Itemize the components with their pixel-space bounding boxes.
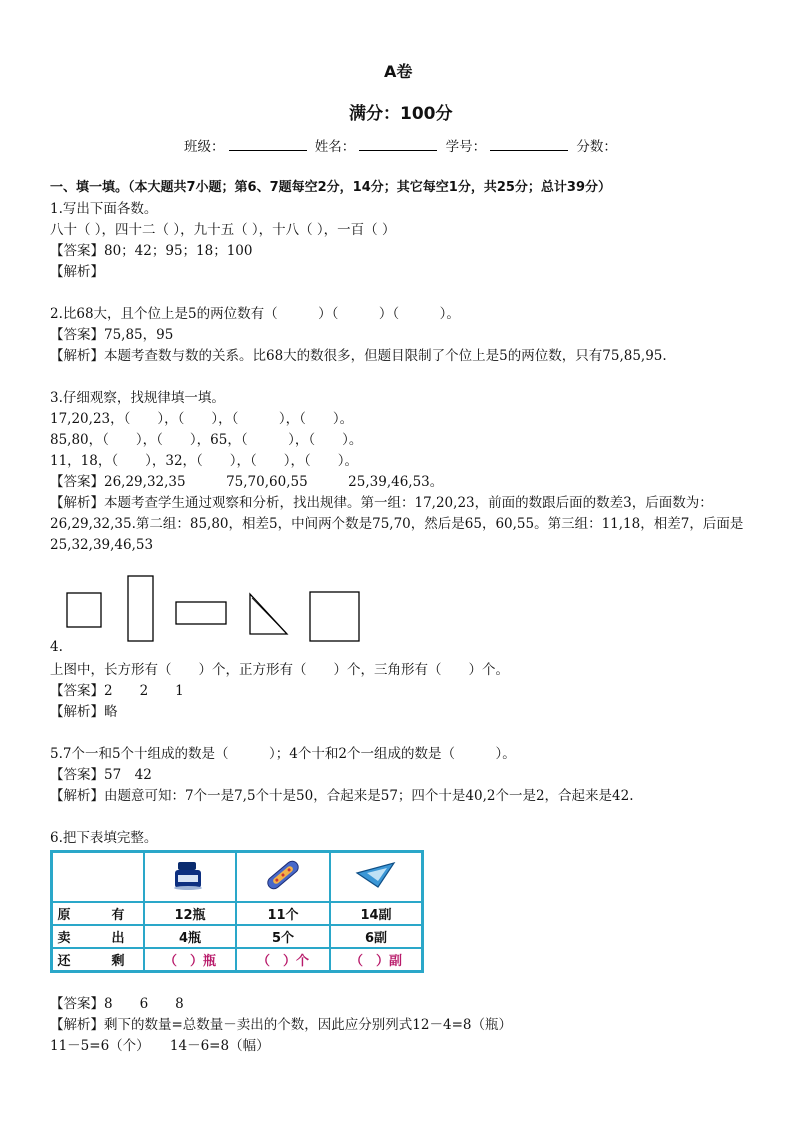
q6-answer: 【答案】8 6 8 — [50, 996, 184, 1012]
q1-line: 八十（ ），四十二（ ），九十五（ ），十八（ ），一百（ ） — [50, 222, 396, 238]
name-blank[interactable] — [359, 138, 437, 151]
table-corner-cell — [52, 852, 145, 903]
cell-original-ink: 12瓶 — [144, 902, 236, 925]
score-label: 分数： — [576, 139, 617, 155]
name-label: 姓名： — [314, 139, 356, 155]
q3-line-2: 85,80，（ ），（ ），65，（ ），（ ）。 — [50, 432, 363, 448]
q6-question: 6.把下表填完整。 — [50, 830, 158, 846]
q6-explanation-2: 11－5=6（个） 14－6=8（幅） — [50, 1038, 270, 1054]
q1-explanation: 【解析】 — [50, 264, 104, 280]
cell-sold-case: 5个 — [236, 925, 330, 948]
cell-remaining-square[interactable]: （ ）副 — [330, 948, 423, 972]
q5-explanation: 【解析】由题意可知：7个一是7,5个十是50，合起来是57；四个十是40,2个一是2，合起来是42. — [50, 788, 634, 804]
large-square-shape — [310, 592, 359, 641]
class-blank[interactable] — [229, 138, 307, 151]
q4-answer: 【答案】2 2 1 — [50, 683, 184, 699]
full-score: 满分：100分 — [349, 104, 453, 124]
section-heading: 一、填一填。（本大题共7小题；第6、7题每空2分，14分；其它每空1分，共25分；总计39分） — [50, 180, 612, 195]
q3-line-1: 17,20,23，（ ），（ ），（ ），（ ）。 — [50, 411, 354, 427]
cell-remaining-case[interactable]: （ ）个 — [236, 948, 330, 972]
q4-number: 4. — [50, 639, 63, 655]
class-label: 班级： — [184, 139, 225, 155]
cell-original-case: 11个 — [236, 902, 330, 925]
q6-explanation-1: 【解析】剩下的数量=总数量－卖出的个数，因此应分别列式12－4=8（瓶） — [50, 1017, 512, 1033]
q4-explanation: 【解析】略 — [50, 704, 118, 720]
q2-answer: 【答案】75,85，95 — [50, 327, 174, 343]
cell-original-square: 14副 — [330, 902, 423, 925]
goods-table — [50, 850, 424, 973]
id-label: 学号： — [445, 139, 487, 155]
id-blank[interactable] — [490, 138, 568, 151]
tall-rectangle-shape — [128, 576, 153, 641]
q3-explanation-3: 25,32,39,46,53 — [50, 537, 154, 553]
q2-question: 2.比68大，且个位上是5的两位数有（ ）（ ）（ ）。 — [50, 306, 460, 322]
q1-question: 1.写出下面各数。 — [50, 201, 158, 217]
q3-explanation-1: 【解析】本题考查学生通过观察和分析，找出规律。第一组：17,20,23，前面的数跟后面的数差3，后面数为： — [50, 495, 713, 511]
page-title: A卷 — [384, 62, 413, 81]
cell-sold-square: 6副 — [330, 925, 423, 948]
row-label-remaining: 还 剩 — [52, 948, 145, 972]
cell-remaining-ink[interactable]: （ ）瓶 — [144, 948, 236, 972]
row-label-original: 原 有 — [52, 902, 145, 925]
pencil-case-icon — [263, 859, 303, 891]
q3-question: 3.仔细观察，找规律填一填。 — [50, 390, 225, 406]
q1-answer: 【答案】80；42；95；18；100 — [50, 243, 253, 259]
q3-explanation-2: 26,29,32,35.第二组：85,80，相差5，中间两个数是75,70，然后是65，60,55。第三组：11,18，相差7，后面是 — [50, 516, 744, 532]
cell-sold-ink: 4瓶 — [144, 925, 236, 948]
q4-question: 上图中，长方形有（ ）个，正方形有（ ）个，三角形有（ ）个。 — [50, 662, 509, 678]
row-label-sold: 卖 出 — [52, 925, 145, 948]
student-info-row — [184, 138, 617, 155]
small-square-shape — [67, 593, 101, 627]
shapes-figure — [0, 572, 800, 642]
q3-answer: 【答案】26,29,32,35 75,70,60,55 25,39,46,53。 — [50, 474, 444, 490]
wide-rectangle-shape — [176, 602, 226, 624]
q5-question: 5.7个一和5个十组成的数是（ ）；4个十和2个一组成的数是（ ）。 — [50, 746, 516, 762]
ink-bottle-icon — [172, 859, 208, 891]
set-square-icon — [354, 859, 398, 891]
q3-line-3: 11，18，（ ），32，（ ），（ ），（ ）。 — [50, 453, 359, 469]
q5-answer: 【答案】57 42 — [50, 767, 152, 783]
q2-explanation: 【解析】本题考查数与数的关系。比68大的数很多，但题目限制了个位上是5的两位数，只有75,85,95. — [50, 348, 667, 364]
